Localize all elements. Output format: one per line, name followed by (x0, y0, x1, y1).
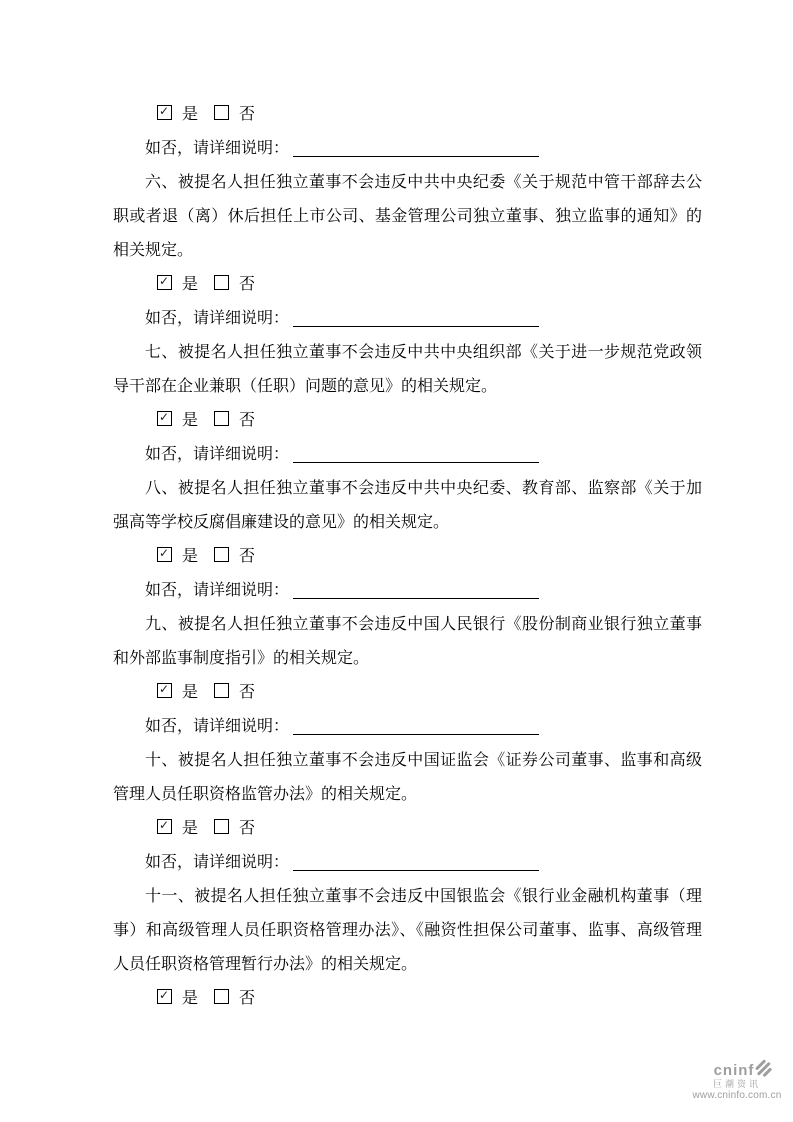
cninfo-swirl-icon (754, 1059, 774, 1079)
check-icon: ✓ (159, 546, 170, 560)
no-label: 否 (239, 412, 256, 429)
yes-no-row (157, 676, 702, 710)
explain-label: 如否，请详细说明： (145, 718, 290, 735)
yes-label: 是 (182, 548, 199, 565)
explain-label: 如否，请详细说明： (145, 446, 290, 463)
checkbox-no-unchecked[interactable] (214, 989, 229, 1004)
check-icon: ✓ (159, 274, 170, 288)
no-label: 否 (239, 684, 256, 701)
explain-label: 如否，请详细说明： (145, 140, 290, 157)
checkbox-no-unchecked[interactable] (214, 547, 229, 562)
document-content (113, 98, 702, 1016)
explain-row (113, 846, 702, 880)
no-label: 否 (239, 990, 256, 1007)
checkbox-no-unchecked[interactable] (214, 105, 229, 120)
explain-row (113, 302, 702, 336)
yes-no-row (157, 98, 702, 132)
checkbox-no-unchecked[interactable] (214, 819, 229, 834)
section-paragraph-9: 九、被提名人担任独立董事不会违反中国人民银行《股份制商业银行独立董事和外部监事制度指引》的相关规定。 (113, 616, 702, 667)
no-label: 否 (239, 548, 256, 565)
yes-label: 是 (182, 684, 199, 701)
section-paragraph-7: 七、被提名人担任独立董事不会违反中共中央组织部《关于进一步规范党政领导干部在企业兼职（任职）问题的意见》的相关规定。 (113, 344, 702, 395)
yes-no-row (157, 982, 702, 1016)
explain-blank-field[interactable] (293, 458, 539, 463)
section-paragraph-10: 十、被提名人担任独立董事不会违反中国证监会《证券公司董事、监事和高级管理人员任职资格监管办法》的相关规定。 (113, 752, 702, 803)
no-label: 否 (239, 820, 256, 837)
yes-label: 是 (182, 106, 199, 123)
cninfo-watermark (687, 1063, 787, 1101)
section-paragraph-8: 八、被提名人担任独立董事不会违反中共中央纪委、教育部、监察部《关于加强高等学校反腐倡廉建设的意见》的相关规定。 (113, 480, 702, 531)
yes-no-row (157, 404, 702, 438)
explain-blank-field[interactable] (293, 866, 539, 871)
explain-row (113, 438, 702, 472)
explain-label: 如否，请详细说明： (145, 854, 290, 871)
yes-no-row (157, 268, 702, 302)
no-label: 否 (239, 106, 256, 123)
check-icon: ✓ (159, 818, 170, 832)
explain-row (113, 710, 702, 744)
cninfo-chinese-name: 巨潮资讯 (712, 1078, 761, 1089)
checkbox-yes-checked[interactable] (157, 683, 172, 698)
checkbox-yes-checked[interactable] (157, 989, 172, 1004)
explain-row (113, 132, 702, 166)
explain-blank-field[interactable] (293, 322, 539, 327)
yes-label: 是 (182, 412, 199, 429)
explain-label: 如否，请详细说明： (145, 310, 290, 327)
checkbox-no-unchecked[interactable] (214, 683, 229, 698)
no-label: 否 (239, 276, 256, 293)
explain-label: 如否，请详细说明： (145, 582, 290, 599)
check-icon: ✓ (159, 682, 170, 696)
checkbox-yes-checked[interactable] (157, 275, 172, 290)
checkbox-yes-checked[interactable] (157, 105, 172, 120)
explain-row (113, 574, 702, 608)
checkbox-no-unchecked[interactable] (214, 411, 229, 426)
section-paragraph-11: 十一、被提名人担任独立董事不会违反中国银监会《银行业金融机构董事（理事）和高级管理人员任职资格管理办法》、《融资性担保公司董事、监事、高级管理人员任职资格管理暂行办法》的相关规定。 (113, 888, 702, 973)
check-icon: ✓ (159, 104, 170, 118)
yes-label: 是 (182, 990, 199, 1007)
yes-no-row (157, 812, 702, 846)
check-icon: ✓ (159, 988, 170, 1002)
yes-label: 是 (182, 276, 199, 293)
yes-label: 是 (182, 820, 199, 837)
checkbox-no-unchecked[interactable] (214, 275, 229, 290)
explain-blank-field[interactable] (293, 594, 539, 599)
explain-blank-field[interactable] (293, 152, 539, 157)
cninfo-logo-text: cninf (713, 1062, 755, 1079)
check-icon: ✓ (159, 410, 170, 424)
checkbox-yes-checked[interactable] (157, 411, 172, 426)
yes-no-row (157, 540, 702, 574)
checkbox-yes-checked[interactable] (157, 547, 172, 562)
cninfo-url: www.cninfo.com.cn (692, 1090, 782, 1102)
cninfo-logo-row (701, 1063, 787, 1080)
checkbox-yes-checked[interactable] (157, 819, 172, 834)
explain-blank-field[interactable] (293, 730, 539, 735)
section-paragraph-6: 六、被提名人担任独立董事不会违反中共中央纪委《关于规范中管干部辞去公职或者退（离）休后担任上市公司、基金管理公司独立董事、独立监事的通知》的相关规定。 (113, 174, 702, 259)
